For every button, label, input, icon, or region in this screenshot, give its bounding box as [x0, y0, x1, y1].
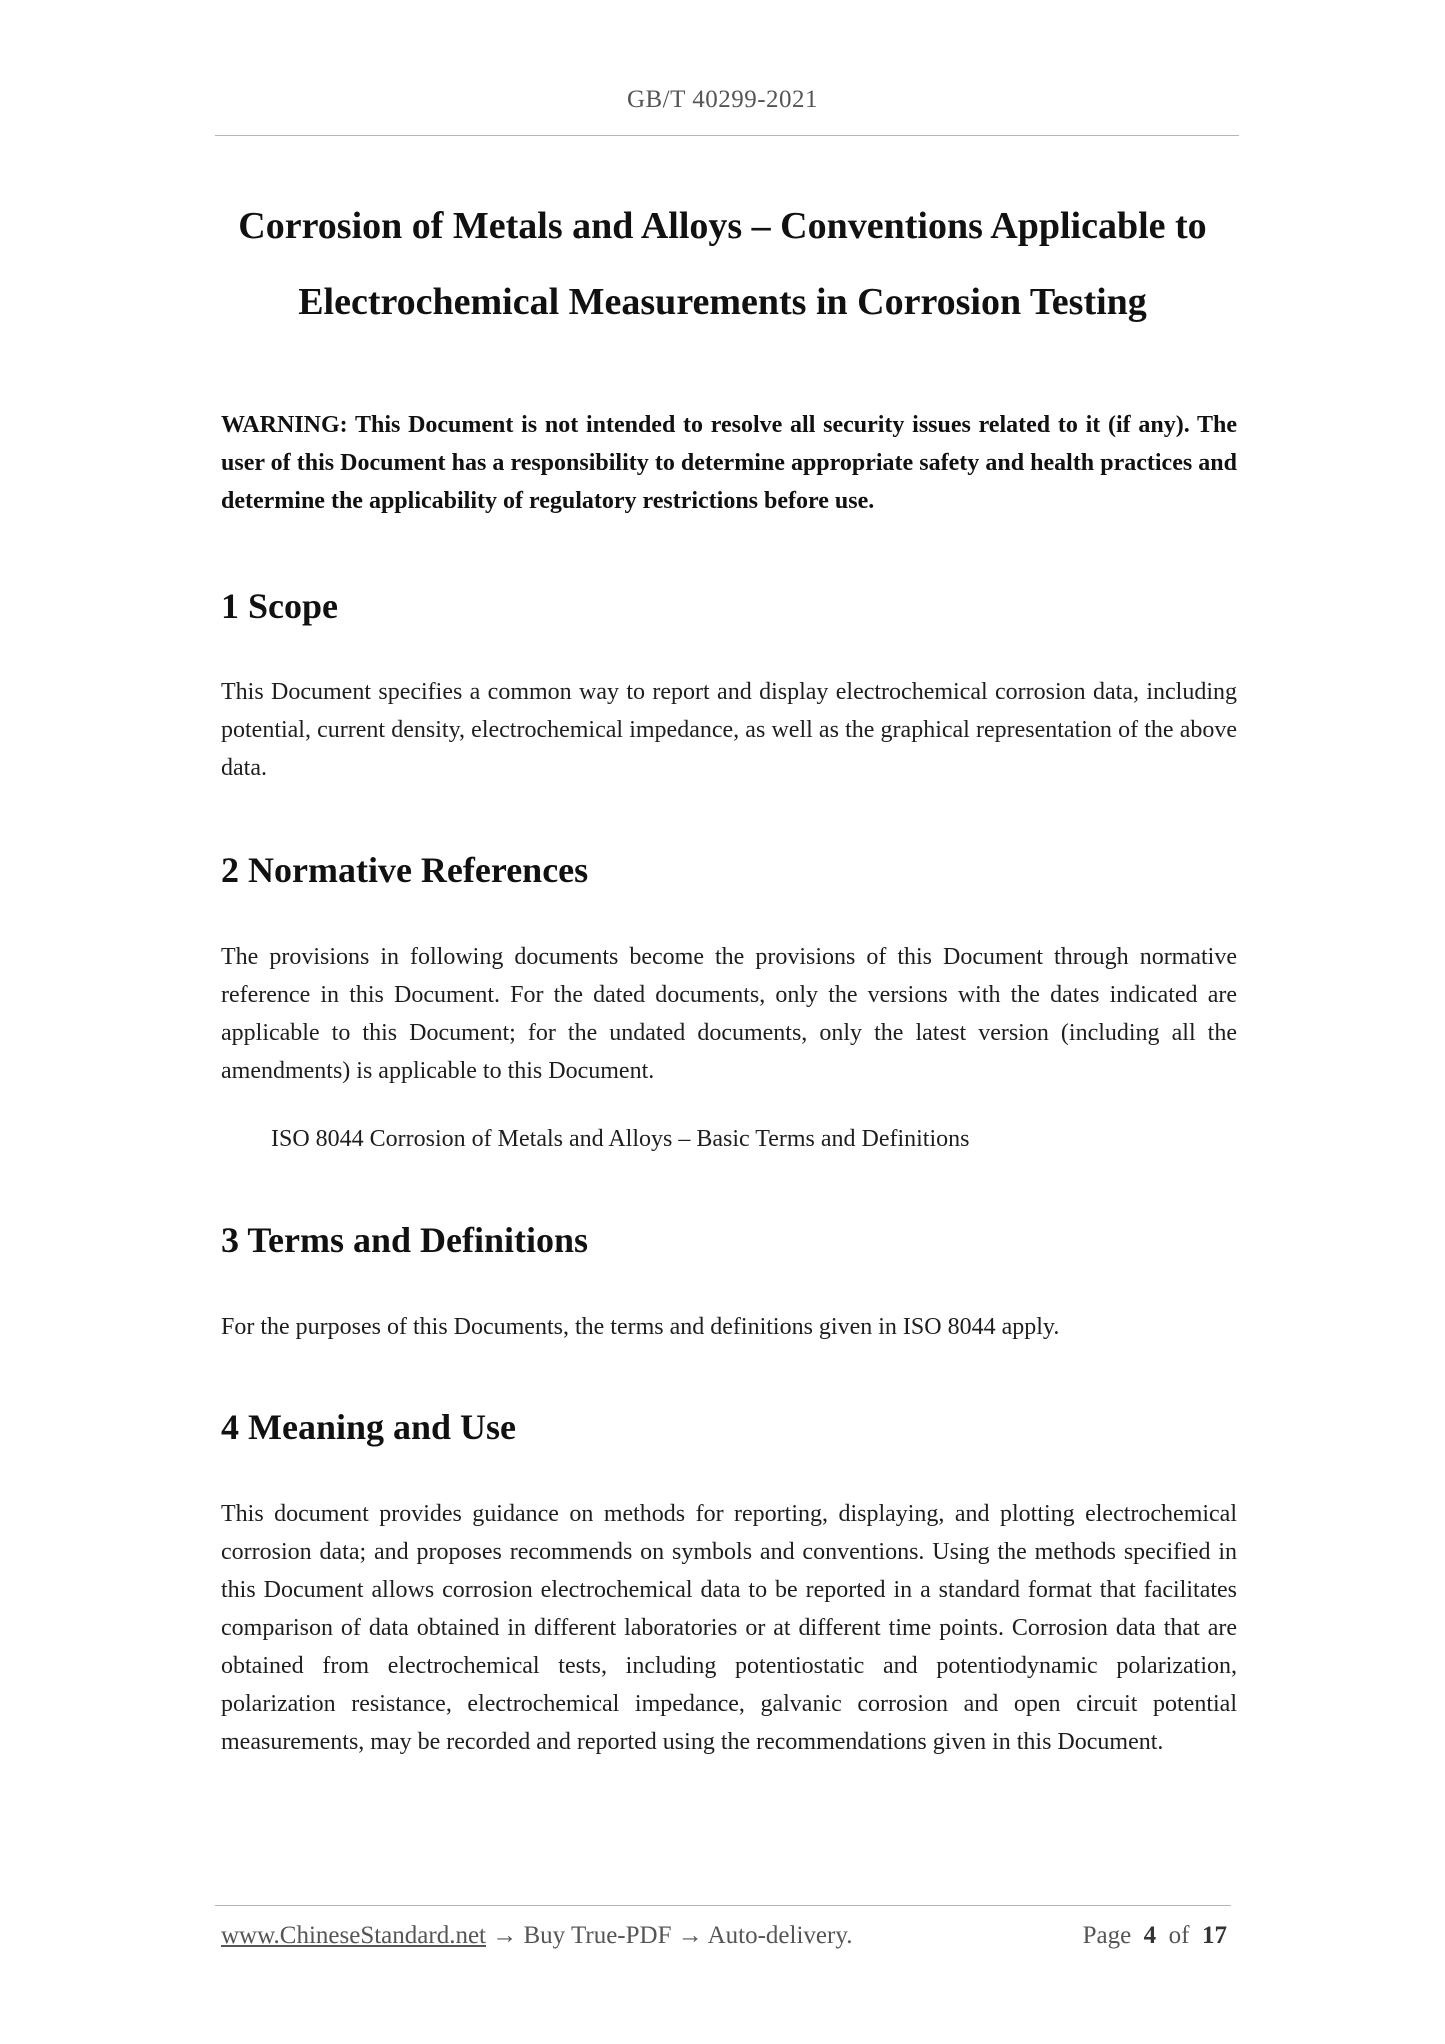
section-heading-normative-references: 2 Normative References	[221, 850, 589, 890]
footer-divider	[215, 1905, 1231, 1906]
section-heading-terms-and-definitions: 3 Terms and Definitions	[221, 1220, 589, 1260]
normative-references-paragraph: The provisions in following documents become the provisions of this Document through normative reference in this Document. For the dated documents, only the versions with the dates indicated are applicable to this Document; for the undated documents, only the latest version (including all the amendments) is applicable to this Document.	[221, 944, 1237, 1084]
scope-paragraph: This Document specifies a common way to report and display electrochemical corrosion data, including potential, current density, electrochemical impedance, as well as the graphical representation of the above data.	[221, 679, 1237, 781]
running-header: GB/T 40299-2021	[626, 86, 819, 113]
footer-promo	[221, 1922, 852, 1950]
header-divider	[215, 135, 1239, 136]
page-of: of	[1168, 1922, 1190, 1949]
document-title-line-2: Electrochemical Measurements in Corrosion Testing	[298, 281, 1147, 323]
section-heading-scope: 1 Scope	[221, 586, 338, 626]
chinese-standard-link[interactable]: www.ChineseStandard.net	[221, 1922, 486, 1949]
terms-paragraph: For the purposes of this Documents, the terms and definitions given in ISO 8044 apply.	[221, 1314, 1060, 1340]
normative-reference-item: ISO 8044 Corrosion of Metals and Alloys – Basic Terms and Definitions	[271, 1126, 970, 1152]
page-total: 17	[1202, 1922, 1227, 1949]
page-current: 4	[1143, 1922, 1157, 1949]
warning-notice: WARNING: This Document is not intended to resolve all security issues related to it (if any). The user of this Document has a responsibility to determine appropriate safety and health practices and determine the applicability of regulatory restrictions before use.	[221, 412, 1237, 514]
document-title	[160, 188, 1285, 340]
document-title-line-1: Corrosion of Metals and Alloys – Conventions Applicable to	[238, 205, 1207, 247]
footer-promo-text: → Buy True-PDF → Auto-delivery.	[492, 1922, 853, 1949]
page-number	[1083, 1922, 1227, 1950]
page-label: Page	[1082, 1922, 1132, 1949]
meaning-and-use-paragraph: This document provides guidance on methods for reporting, displaying, and plotting electrochemical corrosion data; and proposes recommends on symbols and conventions. Using the methods specified in this Document allows corrosion electrochemical data to be reported in a standard format that facilitates comparison of data obtained in different laboratories or at different time points. Corrosion data that are obtained from electrochemical tests, including potentiostatic and potentiodynamic polarization, polarization resistance, electrochemical impedance, galvanic corrosion and open circuit potential measurements, may be recorded and reported using the recommendations given in this Document.	[221, 1501, 1237, 1755]
section-heading-meaning-and-use: 4 Meaning and Use	[221, 1407, 517, 1447]
